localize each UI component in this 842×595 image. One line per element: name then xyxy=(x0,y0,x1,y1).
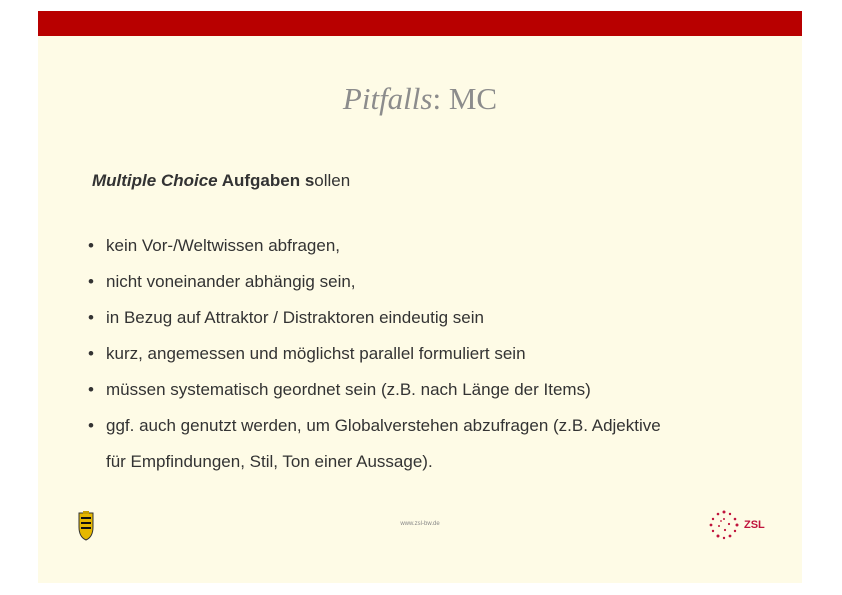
intro-term: Multiple Choice xyxy=(92,171,218,190)
list-item: • nicht voneinander abhängig sein, xyxy=(88,272,356,291)
zsl-logo xyxy=(708,509,765,541)
baden-wuerttemberg-crest-icon xyxy=(76,511,96,546)
footer-url: www.zsl-bw.de xyxy=(400,521,440,527)
title-italic: Pitfalls xyxy=(342,81,433,116)
intro-bold: Aufgaben s xyxy=(217,171,315,190)
list-item: • kein Vor-/Weltwissen abfragen, xyxy=(88,236,341,255)
intro-line xyxy=(92,171,350,191)
bullet-list xyxy=(86,228,766,480)
intro-rest: ollen xyxy=(314,171,351,190)
list-item: • ggf. auch genutzt werden, um Globalverstehen abzufragen (z.B. Adjektive für Empfindungen, Stil, Ton einer Aussage). xyxy=(88,416,661,471)
top-bar xyxy=(38,11,802,36)
list-item: • kurz, angemessen und möglichst parallel formuliert sein xyxy=(88,344,526,363)
list-item: • in Bezug auf Attraktor / Distraktoren eindeutig sein xyxy=(88,308,484,327)
zsl-logo-text: ZSL xyxy=(744,519,765,531)
zsl-dots-icon xyxy=(708,509,740,541)
slide-title xyxy=(38,81,802,117)
slide xyxy=(38,11,802,583)
title-rest: : MC xyxy=(432,81,498,116)
list-item: • müssen systematisch geordnet sein (z.B. nach Länge der Items) xyxy=(88,380,591,399)
